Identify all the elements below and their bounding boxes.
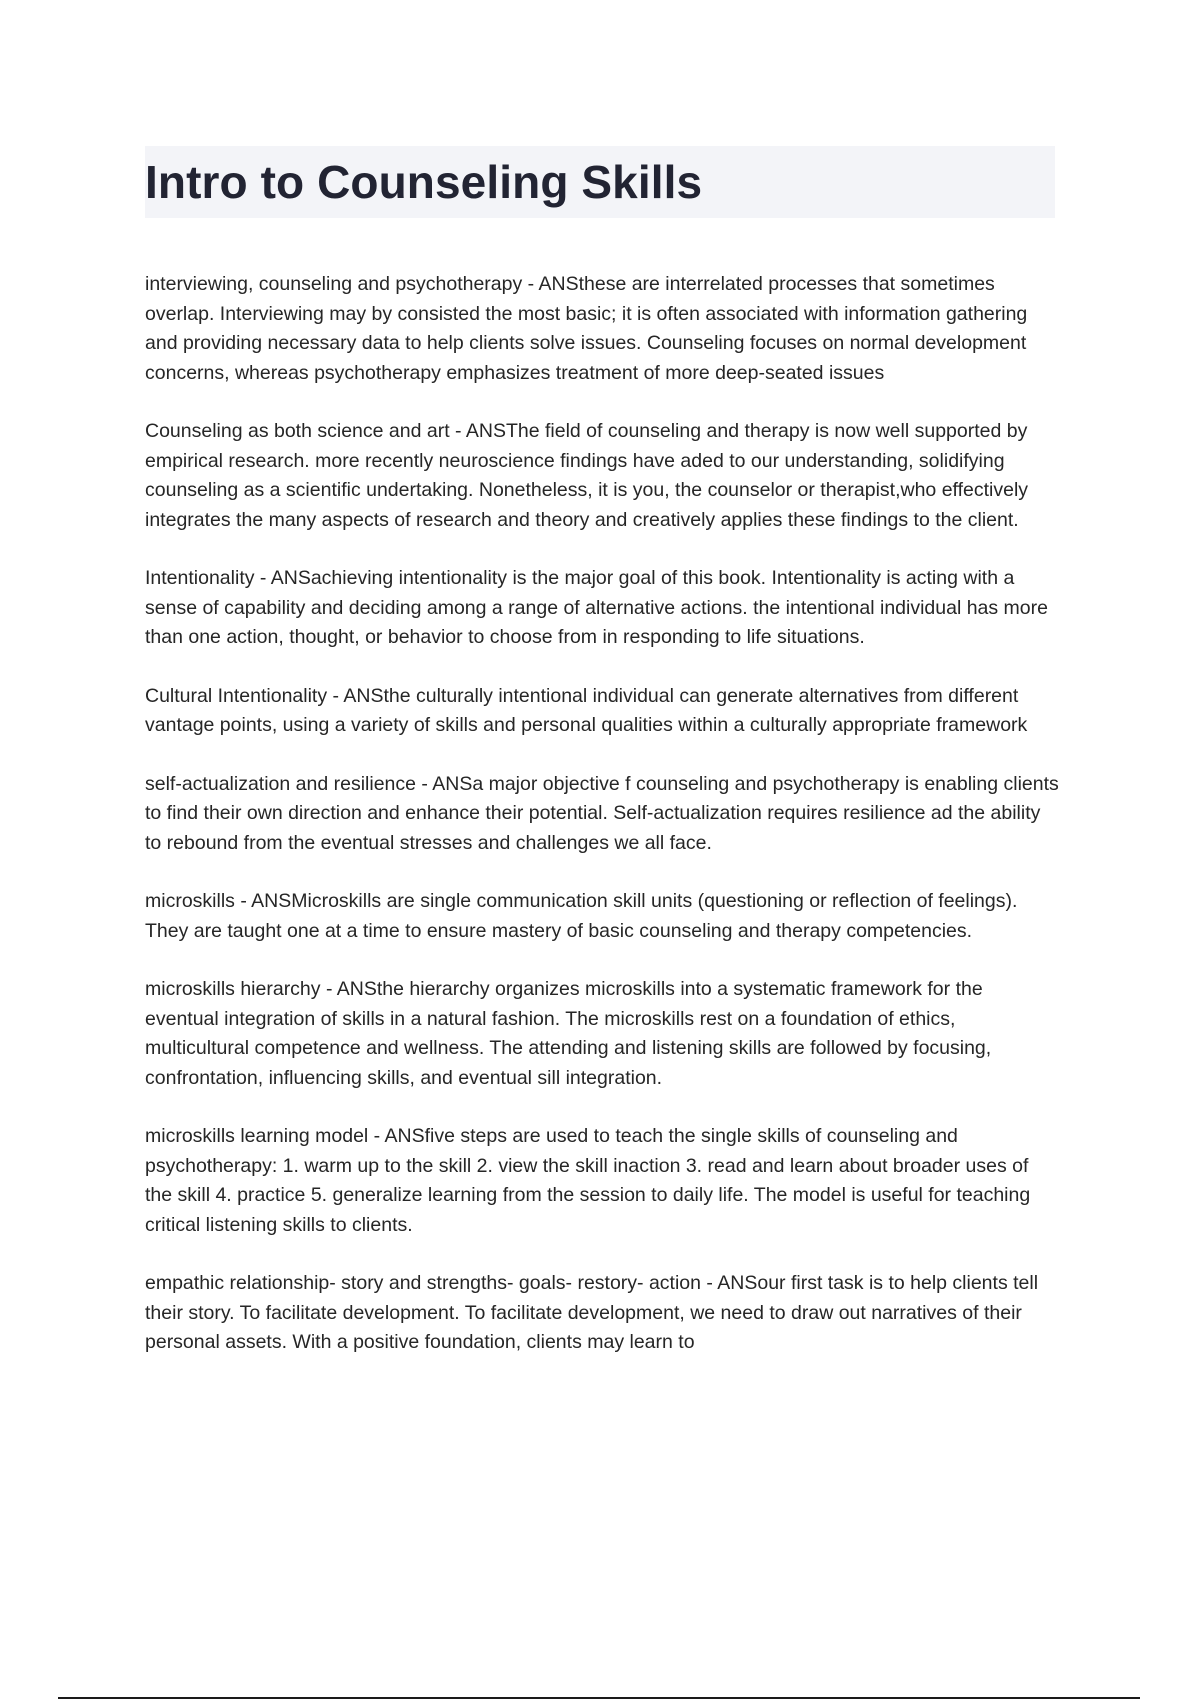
entry-microskills-learning-model: microskills learning model - ANSfive steps are used to teach the single skills of counseling and psychotherapy: 1. warm up to the skill 2. view the skill inaction 3. read and learn about broader uses of the skill 4. practice 5. generalize learning from the session to daily life. The model is useful for teaching critical listening skills to clients.: [145, 1125, 1031, 1236]
entry-science-and-art: Counseling as both science and art - ANSThe field of counseling and therapy is now well supported by empirical research. more recently neuroscience findings have aded to our understanding, solidifying counseling as a scientific undertaking. Nonetheless, it is you, the counselor or therapist,who effectively integrates the many aspects of research and theory and creatively applies these findings to the client.: [145, 420, 1029, 531]
document-title: Intro to Counseling Skills: [145, 156, 703, 208]
entry-self-actualization: self-actualization and resilience - ANSa major objective f counseling and psychotherapy is enabling clients to find their own direction and enhance their potential. Self-actualization requires resilience ad the ability to rebound from the eventual stresses and challenges we all face.: [145, 772, 1059, 854]
entry-intentionality: Intentionality - ANSachieving intentionality is the major goal of this book. Intentionality is acting with a sense of capability and deciding among a range of alternative actions. the intentional individual has more than one action, thought, or behavior to choose from in responding to life situations.: [145, 567, 1048, 648]
page-bottom-rule: [58, 1697, 1140, 1699]
entry-microskills-hierarchy: microskills hierarchy - ANSthe hierarchy organizes microskills into a systematic framework for the eventual integration of skills in a natural fashion. The microskills rest on a foundation of ethics, multicultural competence and wellness. The attending and listening skills are followed by focusing, confrontation, influencing skills, and eventual sill integration.: [145, 978, 992, 1089]
entry-empathic-relationship: empathic relationship- story and strengths- goals- restory- action - ANSour first task is to help clients tell their story. To facilitate development. To facilitate development, we need to draw out narratives of their personal assets. With a positive foundation, clients may learn to: [145, 1272, 1039, 1353]
entry-interviewing-counseling-psychotherapy: interviewing, counseling and psychotherapy - ANSthese are interrelated processes that sometimes overlap. Interviewing may by consisted the most basic; it is often associated with information gathering and providing necessary data to help clients solve issues. Counseling focuses on normal development concerns, whereas psychotherapy emphasizes treatment of more deep-seated issues: [145, 273, 1028, 384]
document-body: [145, 270, 1060, 1387]
entry-cultural-intentionality: Cultural Intentionality - ANSthe culturally intentional individual can generate alternatives from different vantage points, using a variety of skills and personal qualities within a culturally appropriate framework: [145, 684, 1028, 736]
entry-microskills: microskills - ANSMicroskills are single communication skill units (questioning or reflection of feelings). They are taught one at a time to ensure mastery of basic counseling and therapy competencies.: [145, 890, 1018, 942]
